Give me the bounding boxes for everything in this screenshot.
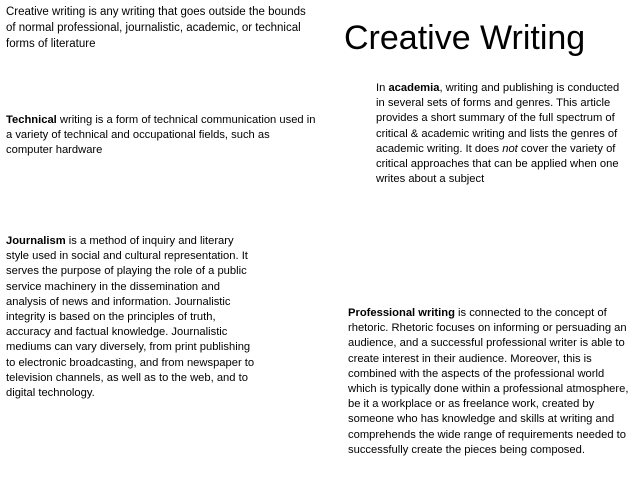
academia-text-2: cover the variety of critical approaches that can be applied when one writes about a subject: [376, 142, 619, 186]
technical-text: writing is a form of technical communication used in a variety of technical and occupational fields, such as computer hardware: [6, 114, 316, 157]
journalism-text-box: [6, 234, 258, 401]
intro-text-box: [6, 4, 311, 52]
academia-text-box: [376, 81, 628, 187]
professional-text: is connected to the concept of rhetoric. Rhetoric focuses on informing or persuading an audience, and a successful professional writer is able to create interest in their audience. Moreover, this is combined with the aspects of the professional world which is typically done within a professional atmosphere, be it a workplace or as freelance work, created by someone who has knowledge and skills at writing and comprehends the wide range of requirements needed to successfully create the pieces being composed.: [348, 307, 629, 456]
journalism-text: is a method of inquiry and literary style used in social and cultural representation. It serves the purpose of playing the role of a public service machinery in the dissemination and analysis of news and information. Journalistic integrity is based on the principles of truth, accuracy and factual knowledge. Journalistic mediums can vary diversely, from print publishing to electronic broadcasting, and from newspaper to television channels, as well as to the web, and to digital technology.: [6, 235, 255, 400]
technical-text-box: [6, 113, 316, 159]
journalism-term: Journalism: [6, 235, 66, 247]
academia-emphasis: not: [502, 142, 518, 155]
professional-text-box: [348, 306, 632, 458]
academia-term: academia: [388, 82, 440, 94]
technical-term: Technical: [6, 114, 57, 126]
intro-text: Creative writing is any writing that goes outside the bounds of normal professional, journalistic, academic, or technical forms of literature: [6, 6, 306, 50]
academia-text-1: , writing and publishing is conducted in several sets of forms and genres. This article provides a short summary of the full spectrum of critical & academic writing and lists the genres of academic writing. It does: [376, 82, 620, 155]
professional-term: Professional writing: [348, 307, 455, 319]
page-title: Creative Writing: [344, 19, 586, 57]
academia-pre: In: [376, 82, 389, 94]
